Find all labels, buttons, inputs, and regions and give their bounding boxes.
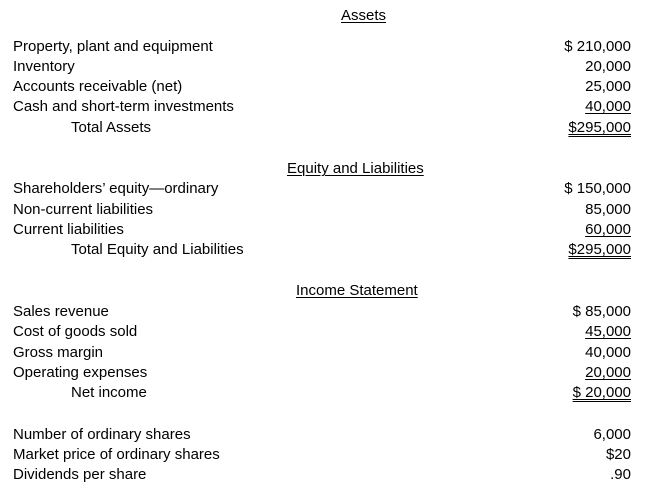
equity-row-amount: 60,000 <box>585 221 631 238</box>
income-row-label: Cost of goods sold <box>13 323 138 340</box>
income-row-amount: 45,000 <box>585 323 631 340</box>
assets-row-label: Cash and short-term investments <box>13 98 234 115</box>
total-equity-label: Total Equity and Liabilities <box>71 241 244 258</box>
other-row-label: Number of ordinary shares <box>13 426 191 443</box>
income-heading: Income Statement <box>296 282 418 299</box>
equity-row-label: Current liabilities <box>13 221 124 238</box>
other-row-amount: .90 <box>610 466 631 483</box>
other-row-label: Dividends per share <box>13 466 147 483</box>
equity-row-amount: 85,000 <box>585 201 631 218</box>
other-row-amount: 6,000 <box>593 426 631 443</box>
income-row-label: Operating expenses <box>13 364 148 381</box>
income-row-label: Gross margin <box>13 344 104 361</box>
assets-row-amount: 40,000 <box>585 98 631 115</box>
net-income-label: Net income <box>71 384 147 401</box>
income-row-amount: $ 85,000 <box>572 303 631 320</box>
income-row-amount: 40,000 <box>585 344 631 361</box>
assets-row-label: Accounts receivable (net) <box>13 78 183 95</box>
assets-row-amount: 20,000 <box>585 58 631 75</box>
equity-row-label: Shareholders’ equity—ordinary <box>13 180 219 197</box>
assets-row-amount: 25,000 <box>585 78 631 95</box>
equity-row-amount: $ 150,000 <box>564 180 631 197</box>
equity-row-label: Non-current liabilities <box>13 201 154 218</box>
assets-heading: Assets <box>341 7 387 24</box>
total-assets-amount: $295,000 <box>568 119 631 136</box>
net-income-amount: $ 20,000 <box>572 384 631 401</box>
assets-row-amount: $ 210,000 <box>564 38 631 55</box>
assets-row-label: Inventory <box>13 58 75 75</box>
income-row-amount: 20,000 <box>585 364 631 381</box>
assets-row-label: Property, plant and equipment <box>13 38 213 55</box>
total-equity-amount: $295,000 <box>568 241 631 258</box>
other-row-label: Market price of ordinary shares <box>13 446 220 463</box>
other-row-amount: $20 <box>605 446 631 463</box>
equity-heading: Equity and Liabilities <box>287 160 424 177</box>
income-row-label: Sales revenue <box>13 303 109 320</box>
total-assets-label: Total Assets <box>71 119 152 136</box>
